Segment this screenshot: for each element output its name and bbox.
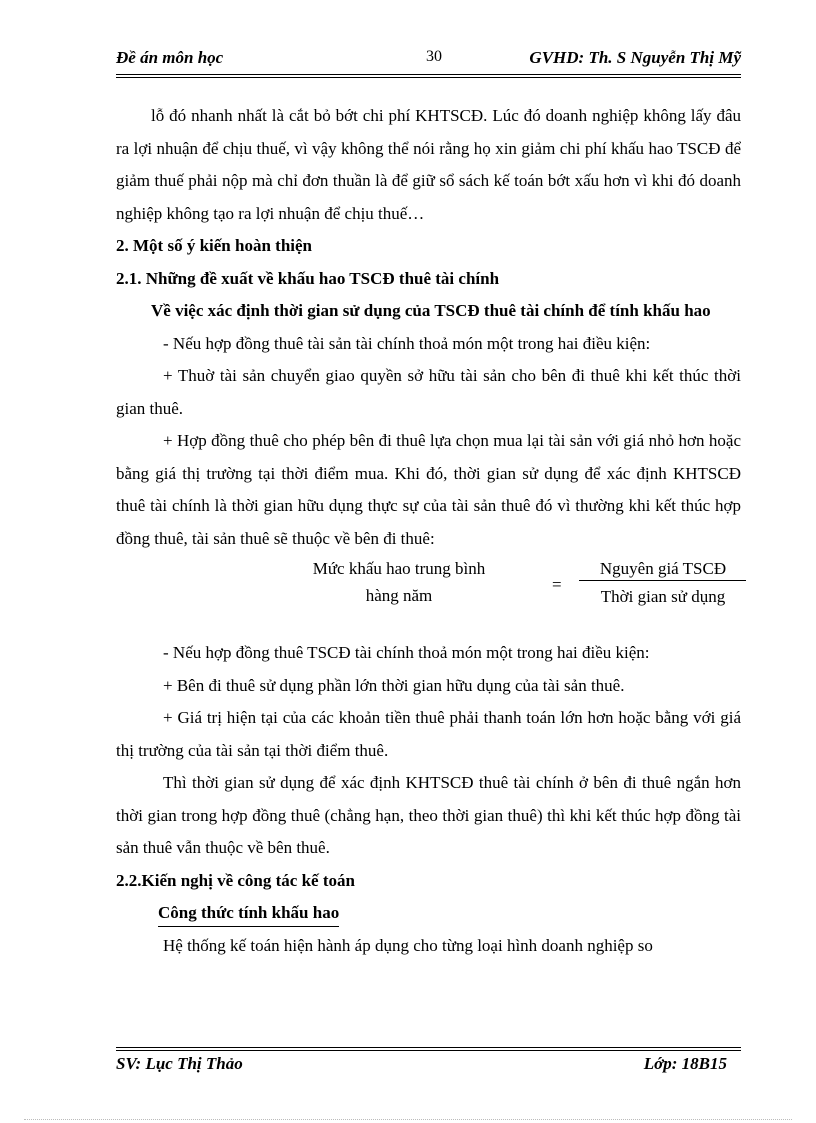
section-heading-2-1: 2.1. Những đề xuất về khấu hao TSCĐ thuê tài chính <box>116 268 500 288</box>
formula-label-line1: Mức khấu hao trung bình <box>312 559 486 578</box>
paragraph-3: + Thuờ tài sản chuyển giao quyền sở hữu tài sản cho bên đi thuê khi kết thúc thời gian thuê. <box>116 366 741 418</box>
footer-class: Lớp: 18B15 <box>643 1054 727 1073</box>
paragraph-5: - Nếu hợp đồng thuê TSCĐ tài chính thoả món một trong hai điều kiện: <box>163 643 650 662</box>
paragraph-1: lỗ đó nhanh nhất là cắt bỏ bớt chi phí KHTSCĐ. Lúc đó doanh nghiệp không lấy đâu ra lợi nhuận để chịu thuế, vì vậy không thể nói rằng họ xin giảm chi phí khấu hao TSCĐ để giảm thuế phải nộp mà chỉ đơn thuần là để giữ sổ sách kế toán bớt xấu hơn vì khi đó doanh nghiệp không tạo ra lợi nhuận để chịu thuế… <box>116 106 741 223</box>
page-footer <box>116 1054 741 1078</box>
header-divider <box>116 74 741 75</box>
header-divider-thin <box>116 77 741 78</box>
formula-denominator: Thời gian sử dụng <box>600 587 726 606</box>
paragraph-9: Hệ thống kế toán hiện hành áp dụng cho từng loại hình doanh nghiệp so <box>163 935 653 955</box>
header-supervisor: GVHD: Th. S Nguyễn Thị Mỹ <box>529 48 741 67</box>
page-bottom-edge <box>24 1119 792 1120</box>
page-header <box>116 48 741 74</box>
depreciation-formula <box>116 559 741 623</box>
bold-intro-paragraph: Về việc xác định thời gian sử dụng của TSCĐ thuê tài chính để tính khấu hao <box>151 301 711 320</box>
footer-divider <box>116 1050 741 1051</box>
section-heading-2: 2. Một số ý kiến hoàn thiện <box>116 236 312 255</box>
formula-label-line2: hàng năm <box>365 586 433 605</box>
paragraph-8: Thì thời gian sử dụng để xác định KHTSCĐ thuê tài chính ở bên đi thuê ngắn hơn thời gian trong hợp đồng thuê (chẳng hạn, theo thời gian thuê) thì khi kết thúc hợp đồng tài sản thuê vẫn thuộc về bên thuê. <box>116 773 741 857</box>
paragraph-7: + Giá trị hiện tại của các khoản tiền thuê phải thanh toán lớn hơn hoặc bằng với giá thị trường của tài sản tại thời điểm thuê. <box>116 708 741 760</box>
section-heading-2-2: 2.2.Kiến nghị về công tác kế toán <box>116 870 355 890</box>
paragraph-6: + Bên đi thuê sử dụng phần lớn thời gian hữu dụng của tài sản thuê. <box>163 675 625 695</box>
footer-divider-thin <box>116 1047 741 1048</box>
subheading-depreciation-formula: Công thức tính khấu hao <box>158 900 339 927</box>
header-course-title: Đề án môn học <box>116 48 224 67</box>
subheading-wrapper <box>116 897 741 930</box>
page-body <box>116 100 741 962</box>
formula-numerator: Nguyên giá TSCĐ <box>599 559 727 578</box>
page-number: 30 <box>426 48 442 65</box>
footer-student-name: SV: Lục Thị Thảo <box>116 1054 243 1073</box>
paragraph-2: - Nếu hợp đồng thuê tài sản tài chính thoả món một trong hai điều kiện: <box>163 333 651 353</box>
formula-label <box>299 555 499 609</box>
formula-equals: = <box>552 575 562 594</box>
paragraph-4: + Hợp đồng thuê cho phép bên đi thuê lựa chọn mua lại tài sản với giá nhỏ hơn hoặc bằng giá thị trường tại thời điểm mua. Khi đó, thời gian sử dụng để xác định KHTSCĐ thuê tài chính là thời gian hữu dụng thực sự của tài sản thuê đó vì thường khi kết thúc hợp đồng thuê, tài sản thuê sẽ thuộc về bên đi thuê: <box>116 431 741 548</box>
